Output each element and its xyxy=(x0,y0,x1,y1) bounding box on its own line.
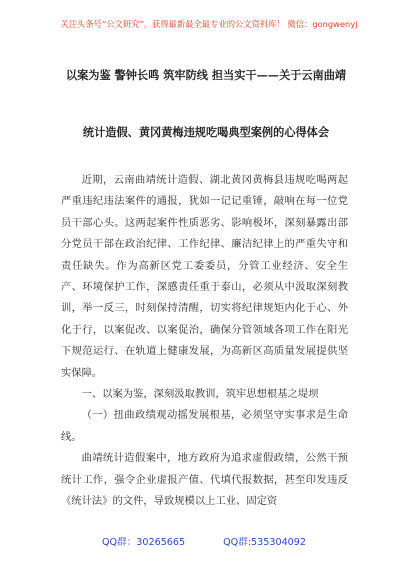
page-footer xyxy=(0,534,408,548)
body-paragraph-intro: 近期，云南曲靖统计造假、湖北黄冈黄梅县违规吃喝两起严重违纪违法案件的通报，犹如一记记重锤，敲响在每一位党员干部心头。这两起案件性质恶劣、影响极坏，深刻暴露出部分党员干部在政治纪律、工作纪律、廉洁纪律上的严重失守和责任缺失。作为高新区党工委委员，分管工业经济、安全生产、环境保护工作，深感责任重于泰山，必须从中汲取深刻教训，举一反三，时刻保持清醒，切实将纪律规矩内化于心、外化于行，以案促改、以案促治，确保分管领域各项工作在阳光下规范运行、在轨道上健康发展，为高新区高质量发展提供坚实保障。 xyxy=(61,174,348,379)
section-heading: 一、以案为鉴，深刻汲取教训，筑牢思想根基之堤坝 xyxy=(81,388,319,401)
promo-banner: 关注头条号“公文研究”，获得最新最全最专业的公文资料库！ 微信：gongwenyj xyxy=(60,19,358,29)
qq-group-1: QQ群：30265665 xyxy=(102,537,186,548)
document-title-line-2: 统计造假、黄冈黄梅违规吃喝典型案例的心得体会 xyxy=(82,125,330,139)
qq-group-2: QQ群:535304092 xyxy=(223,537,306,548)
body-paragraph: 曲靖统计造假案中，地方政府为追求虚假政绩，公然干预统计工作，强令企业虚报产值、代填代报数据，甚至印发违反《统计法》的文件，导致规模以上工业、固定资 xyxy=(61,452,348,508)
document-title-line-1: 以案为鉴 警钟长鸣 筑牢防线 担当实干——关于云南曲靖 xyxy=(65,68,347,82)
document-body xyxy=(61,170,348,513)
subsection-heading: （一）扭曲政绩观动摇发展根基，必须坚守实事求是生命线。 xyxy=(61,409,348,443)
